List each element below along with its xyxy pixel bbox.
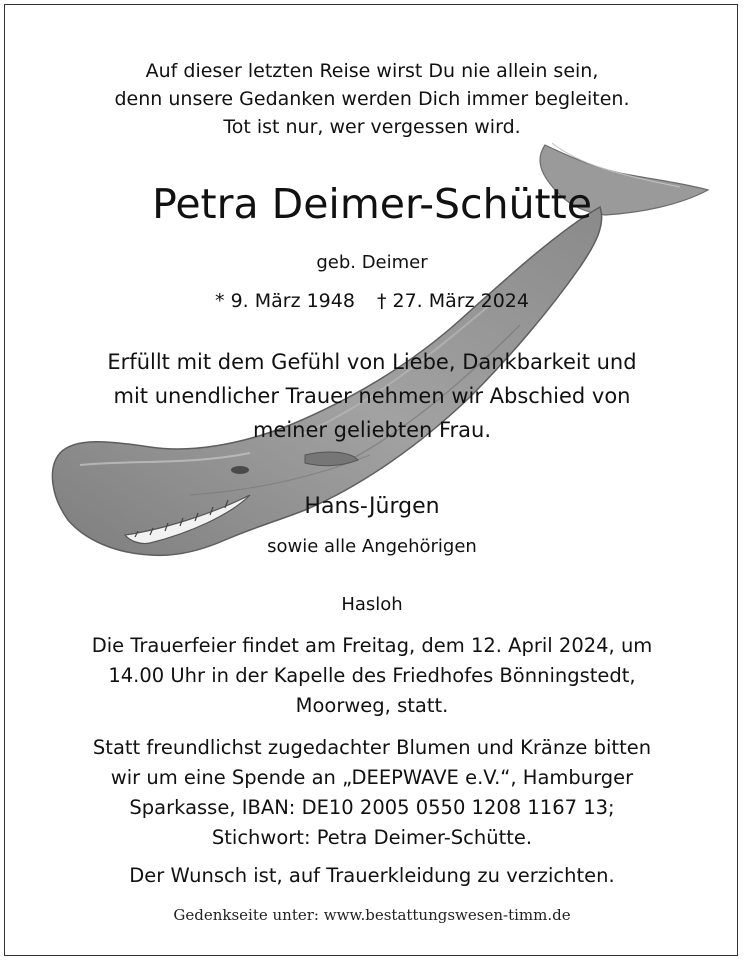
motto-line-3: Tot ist nur, wer vergessen wird.: [223, 116, 521, 138]
donation-line-3: Sparkasse, IBAN: DE10 2005 0550 1208 1167 13;: [129, 796, 615, 819]
dress-note: Der Wunsch ist, auf Trauerkleidung zu verzichten.: [129, 864, 615, 887]
donation-line-2: wir um eine Spende an „DEEPWAVE e.V.“, Hamburger: [110, 766, 634, 789]
motto-line-2: denn unsere Gedanken werden Dich immer begleiten.: [114, 88, 630, 110]
mourner-primary: Hans-Jürgen: [304, 494, 440, 519]
birth-date: * 9. März 1948: [215, 290, 355, 312]
place: Hasloh: [341, 594, 403, 615]
memorial-page-link[interactable]: Gedenkseite unter: www.bestattungswesen-timm.de: [173, 906, 571, 924]
message-line-3: meiner geliebten Frau.: [252, 418, 492, 442]
life-dates: [0, 290, 744, 312]
ceremony-line-2: 14.00 Uhr in der Kapelle des Friedhofes Bönningstedt,: [108, 664, 636, 687]
donation-line-4: Stichwort: Petra Deimer-Schütte.: [211, 826, 533, 849]
message-line-2: mit unendlicher Trauer nehmen wir Abschied von: [113, 384, 631, 408]
death-date: † 27. März 2024: [376, 290, 529, 312]
ceremony-line-3: Moorweg, statt.: [295, 694, 449, 717]
motto-line-1: Auf dieser letzten Reise wirst Du nie allein sein,: [145, 60, 599, 82]
message-line-1: Erfüllt mit dem Gefühl von Liebe, Dankbarkeit und: [107, 350, 637, 374]
birth-name: geb. Deimer: [316, 252, 428, 273]
ceremony-line-1: Die Trauerfeier findet am Freitag, dem 12. April 2024, um: [91, 634, 653, 657]
deceased-name: Petra Deimer-Schütte: [152, 180, 592, 228]
mourner-others: sowie alle Angehörigen: [267, 536, 477, 557]
donation-line-1: Statt freundlichst zugedachter Blumen und Kränze bitten: [92, 736, 652, 759]
